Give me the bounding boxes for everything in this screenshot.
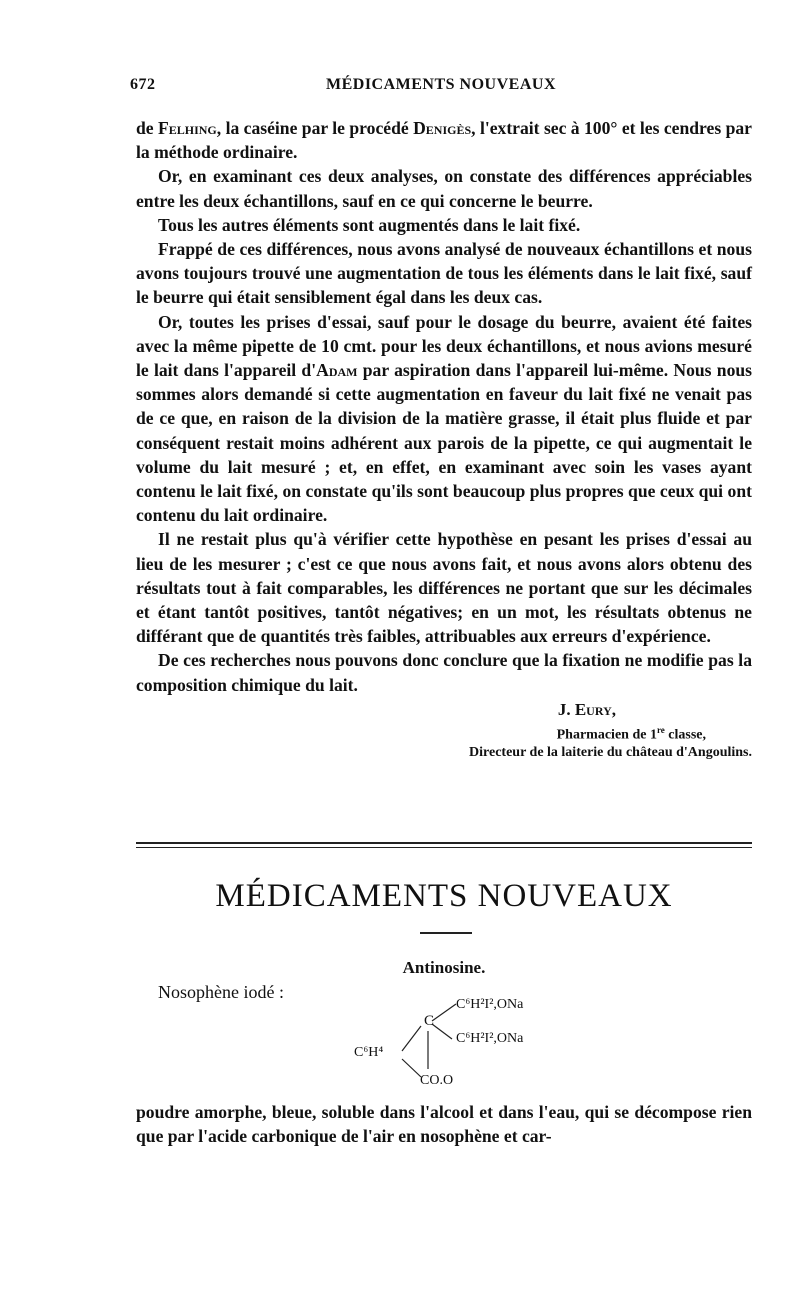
running-title: MÉDICAMENTS NOUVEAUX bbox=[325, 76, 556, 93]
text-run: Pharmacien de 1 bbox=[556, 727, 657, 743]
formula-top-group: C⁶H²I²,ONa bbox=[456, 997, 524, 1012]
paragraph-6: Il ne restait plus qu'à vérifier cette hypothèse en pesant les prises d'essai au lieu de les mesurer ; c'est ce que nous avons fait, et nous avons alors obtenu des résultats tout à fait comparables, les différences ne portant que sur les décimales et étant tantôt positives, tantôt négatives; en un mot, les résultats obtenus ne différant que de quantités très faibles, attribuables aux erreurs d'expérience. bbox=[136, 529, 752, 647]
paragraph-5 bbox=[136, 310, 752, 528]
text-run: classe, bbox=[664, 727, 706, 743]
signature-name bbox=[136, 698, 752, 722]
bond-top bbox=[432, 1004, 456, 1021]
bond-mid bbox=[432, 1024, 452, 1039]
signature-surname: Eury bbox=[574, 699, 612, 719]
section-divider-top bbox=[136, 842, 752, 844]
paragraph-1 bbox=[136, 116, 752, 164]
chemical-formula bbox=[340, 995, 600, 1095]
section-title: MÉDICAMENTS NOUVEAUX bbox=[215, 878, 673, 914]
signature-title bbox=[136, 722, 752, 744]
text-run: par aspiration dans l'appareil lui-même. Nous nous sommes alors demandé si cette augmentation en faveur du lait fixé ne venait pas de ce que, en raison de la division de la matière grasse, il était plus fluide et par conséquent restait moins adhérent aux parois de la pipette, ce qui augmentait le volume du lait mesuré ; et, en effet, en examinant avec soin les vases ayant contenu le lait fixé, on constate qu'ils sont beaucoup plus propres que ceux qui ont contenu du lait ordinaire. bbox=[136, 360, 753, 526]
title-underline bbox=[420, 932, 472, 934]
paragraph-2: Or, en examinant ces deux analyses, on constate des différences appréciables entre les deux échantillons, sauf en ce qui concerne le beurre. bbox=[136, 166, 752, 211]
formula-mid-group: C⁶H²I²,ONa bbox=[456, 1031, 524, 1046]
signature-initial: J. bbox=[557, 699, 575, 719]
signature-affiliation: Directeur de la laiterie du château d'Angoulins. bbox=[469, 744, 752, 760]
formula-carbon: C bbox=[424, 1013, 435, 1029]
author-name-felhing: Felhing bbox=[158, 118, 217, 138]
description-paragraph: poudre amorphe, bleue, soluble dans l'alcool et dans l'eau, qui se décompose rien que par l'acide carbonique de l'air en nosophène et car- bbox=[136, 1102, 752, 1147]
bond-ring-lower bbox=[402, 1059, 421, 1077]
section-divider-bottom bbox=[136, 847, 752, 848]
bond-ring-upper bbox=[402, 1026, 421, 1051]
paragraph-3: Tous les autres éléments sont augmentés dans le lait fixé. bbox=[158, 214, 581, 235]
page-number: 672 bbox=[130, 76, 156, 93]
formula-bottom-group: CO.O bbox=[420, 1073, 454, 1088]
author-name-adam: Adam bbox=[316, 360, 358, 381]
text-run: de bbox=[136, 118, 158, 138]
text-run: Or, toutes les prises d'essai, sauf pour le dosage du beurre, avaient été faites avec la même pipette de 10 cmt. pour les deux échantillons, et nous avions mesuré le lait dans l'appareil d' bbox=[136, 311, 752, 381]
drug-description bbox=[136, 1100, 752, 1148]
paragraph-7: De ces recherches nous pouvons donc conclure que la fixation ne modifie pas la composition chimique du lait. bbox=[136, 650, 752, 695]
article-body bbox=[136, 116, 752, 761]
paragraph-4: Frappé de ces différences, nous avons analysé de nouveaux échantillons et nous avons toujours trouvé une augmentation de tous les éléments dans le lait fixé, sauf le beurre qui était sensiblement égal dans les deux cas. bbox=[136, 239, 752, 308]
drug-name: Antinosine. bbox=[402, 958, 486, 977]
compound-label: Nosophène iodé : bbox=[158, 982, 284, 1002]
text-run: , la caséine par le procédé bbox=[216, 118, 414, 138]
superscript: re bbox=[656, 725, 665, 736]
running-header bbox=[130, 76, 752, 98]
author-name-deniges: Denigès bbox=[413, 118, 472, 138]
text-run: , l'extrait sec à 100° et les cendres par la méthode ordinaire. bbox=[136, 118, 752, 163]
signature-comma: , bbox=[611, 699, 616, 719]
signature-block bbox=[136, 698, 752, 761]
formula-left-group: C⁶H⁴ bbox=[354, 1045, 384, 1060]
